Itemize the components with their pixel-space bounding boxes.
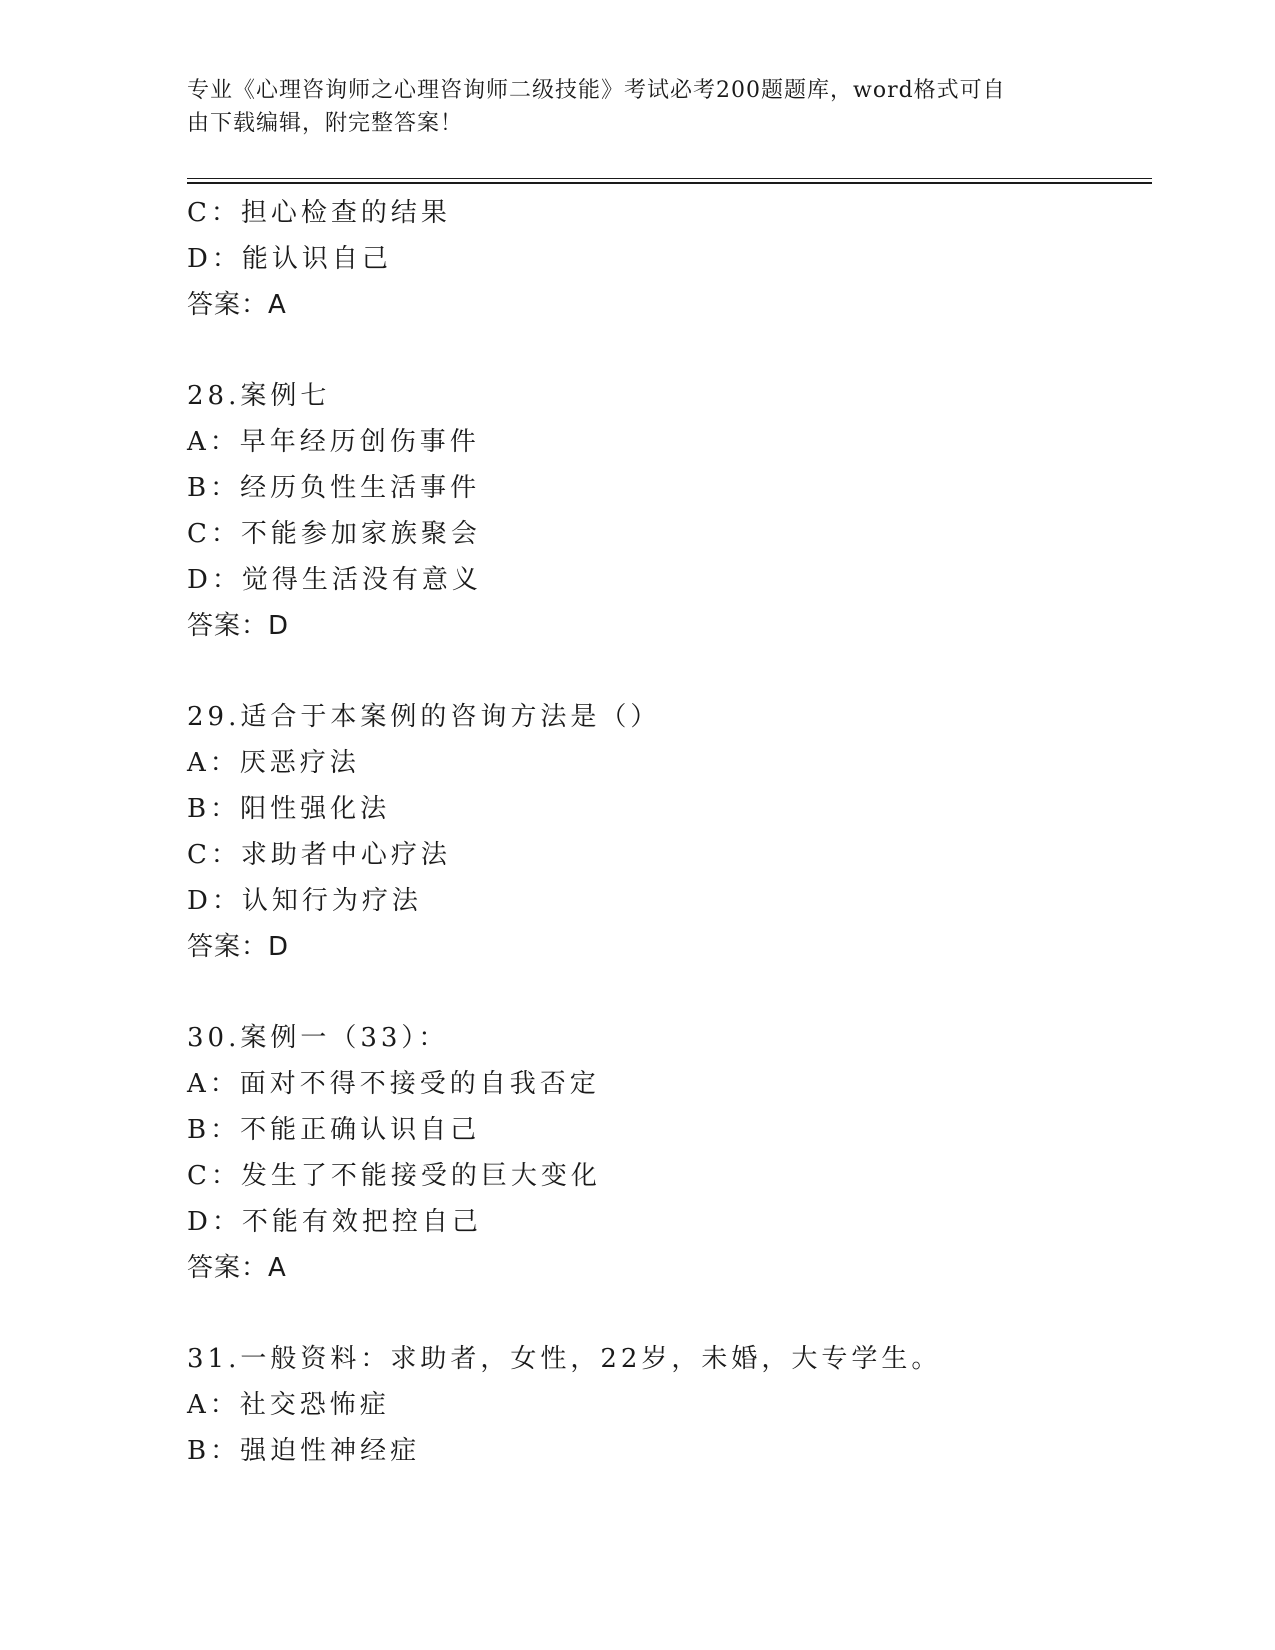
header-divider-thin	[187, 178, 1152, 179]
option-a: A：早年经历创伤事件	[187, 427, 480, 457]
option-d: D：能认识自己	[187, 244, 392, 274]
option-b: B：经历负性生活事件	[187, 473, 481, 503]
option-b: B：不能正确认识自己	[187, 1115, 481, 1145]
continued-question	[187, 190, 1152, 328]
spacer	[187, 970, 1152, 1015]
question-stem: 30.案例一（33）：	[187, 1023, 449, 1053]
spacer	[187, 649, 1152, 694]
question-29	[187, 694, 1152, 970]
option-c: C：发生了不能接受的巨大变化	[187, 1161, 601, 1191]
option-b: B：阳性强化法	[187, 794, 391, 824]
spacer	[187, 1291, 1152, 1336]
document-header	[187, 74, 1087, 140]
option-c: C：求助者中心疗法	[187, 840, 451, 870]
option-d: D：不能有效把控自己	[187, 1207, 482, 1237]
spacer	[187, 328, 1152, 373]
answer-line: 答案：D	[187, 611, 290, 641]
option-d: D：认知行为疗法	[187, 886, 422, 916]
option-a: A：社交恐怖症	[187, 1390, 390, 1420]
question-31	[187, 1336, 1152, 1474]
option-b: B：强迫性神经症	[187, 1436, 421, 1466]
question-stem: 29.适合于本案例的咨询方法是（）	[187, 702, 661, 732]
question-list	[187, 190, 1152, 1474]
option-a: A：面对不得不接受的自我否定	[187, 1069, 600, 1099]
answer-line: 答案：D	[187, 932, 290, 962]
option-c: C：担心检查的结果	[187, 198, 451, 228]
question-stem: 31.一般资料：求助者，女性，22岁，未婚，大专学生。	[187, 1344, 942, 1374]
option-a: A：厌恶疗法	[187, 748, 360, 778]
option-c: C：不能参加家族聚会	[187, 519, 481, 549]
answer-line: 答案：A	[187, 1253, 287, 1283]
question-28	[187, 373, 1152, 649]
answer-line: 答案：A	[187, 290, 287, 320]
question-30	[187, 1015, 1152, 1291]
header-line-2: 由下载编辑，附完整答案！	[187, 111, 464, 136]
option-d: D：觉得生活没有意义	[187, 565, 482, 595]
header-line-1: 专业《心理咨询师之心理咨询师二级技能》考试必考200题题库，word格式可自	[187, 78, 1006, 103]
question-stem: 28.案例七	[187, 381, 331, 411]
header-divider-thick	[187, 182, 1152, 184]
